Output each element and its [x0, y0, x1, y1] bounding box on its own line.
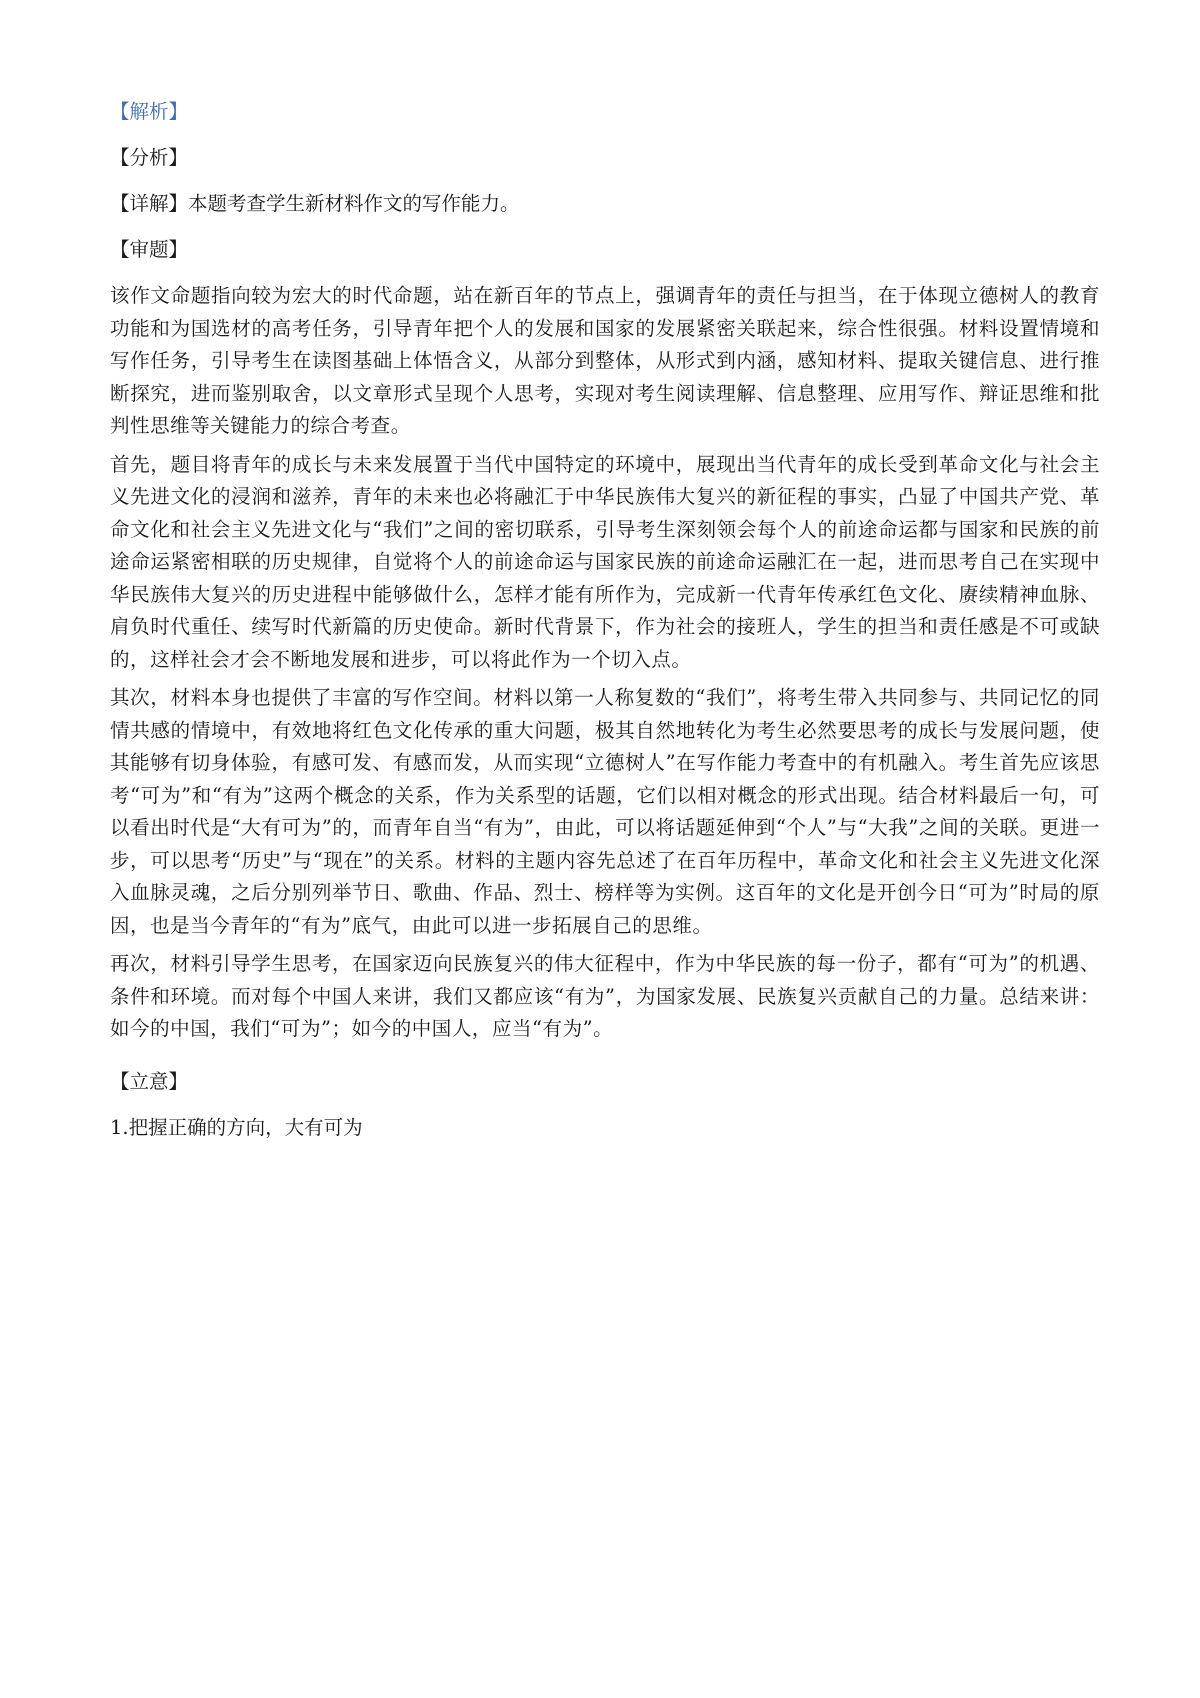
- document-body: [110, 96, 1100, 1158]
- spacer: [110, 1052, 1100, 1066]
- paragraph-third: 再次，材料引导学生思考，在国家迈向民族复兴的伟大征程中，作为中华民族的每一份子，都有“可为”的机遇、条件和环境。而对每个中国人来讲，我们又都应该“有为”，为国家发展、民族复兴贡献自己的力量。总结来讲：如今的中国，我们“可为”；如今的中国人，应当“有为”。: [110, 952, 1100, 1040]
- point-1: 1.把握正确的方向，大有可为: [110, 1115, 363, 1139]
- liyi-heading: 【立意】: [110, 1069, 189, 1093]
- paragraph-first: 首先，题目将青年的成长与未来发展置于当代中国特定的环境中，展现出当代青年的成长受到革命文化与社会主义先进文化的浸润和滋养，青年的未来也必将融汇于中华民族伟大复兴的新征程的事实，凸显了中国共产党、革命文化和社会主义先进文化与“我们”之间的密切联系，引导考生深刻领会每个人的前途命运都与国家和民族的前途命运紧密相联的历史规律，自觉将个人的前途命运与国家民族的前途命运融汇在一起，进而思考自己在实现中华民族伟大复兴的历史进程中能够做什么，怎样才能有所作为，完成新一代青年传承红色文化、赓续精神血脉、肩负时代重任、续写时代新篇的历史使命。新时代背景下，作为社会的接班人，学生的担当和责任感是不可或缺的，这样社会才会不断地发展和进步，可以将此作为一个切入点。: [110, 452, 1100, 671]
- detail-line: 【详解】本题考查学生新材料作文的写作能力。: [110, 192, 520, 215]
- paragraph-second: 其次，材料本身也提供了丰富的写作空间。材料以第一人称复数的“我们”，将考生带入共同参与、共同记忆的同情共感的情境中，有效地将红色文化传承的重大问题，极其自然地转化为考生必然要思考的成长与发展问题，使其能够有切身体验，有感可发、有感而发，从而实现“立德树人”在写作能力考查中的有机融入。考生首先应该思考“可为”和“有为”这两个概念的关系，作为关系型的话题，它们以相对概念的形式出现。结合材料最后一句，可以看出时代是“大有可为”的，而青年自当“有为”，由此，可以将话题延伸到“个人”与“大我”之间的关联。更进一步，可以思考“历史”与“现在”的关系。材料的主题内容先总述了在百年历程中，革命文化和社会主义先进文化深入血脉灵魂，之后分别列举节日、歌曲、作品、烈士、榜样等为实例。这百年的文化是开创今日“可为”时局的原因，也是当今青年的“有为”底气，由此可以进一步拓展自己的思维。: [110, 686, 1100, 937]
- analysis-heading: 【解析】: [110, 100, 189, 123]
- shenti-heading: 【审题】: [110, 238, 189, 261]
- fenxi-heading: 【分析】: [110, 146, 189, 169]
- paragraph-overview: 该作文命题指向较为宏大的时代命题，站在新百年的节点上，强调青年的责任与担当，在于体现立德树人的教育功能和为国选材的高考任务，引导青年把个人的发展和国家的发展紧密关联起来，综合性很强。材料设置情境和写作任务，引导考生在读图基础上体悟含义，从部分到整体，从形式到内涵，感知材料、提取关键信息、进行推断探究，进而鉴别取舍，以文章形式呈现个人思考，实现对考生阅读理解、信息整理、应用写作、辩证思维和批判性思维等关键能力的综合考查。: [110, 284, 1100, 437]
